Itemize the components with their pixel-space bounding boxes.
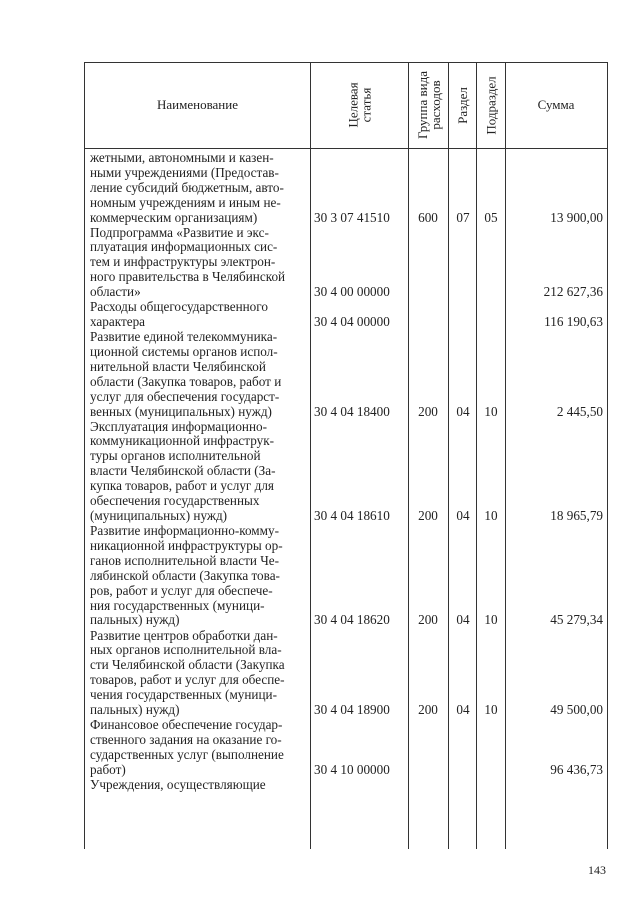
row-section: 04 bbox=[456, 702, 470, 717]
row-section: 04 bbox=[456, 507, 470, 523]
header-sum: Сумма bbox=[537, 97, 575, 112]
row-target-article: 30 4 04 18620 bbox=[314, 612, 390, 628]
row-section: 04 bbox=[456, 403, 470, 419]
row-subsection: 10 bbox=[484, 507, 498, 523]
row-description: Развитие единой телекоммуника- ционной системы органов испол- нительной власти Челябинской области (Закупка товаров, работ и услуг для обеспечения государст- венных (муниципальных) нужд) bbox=[90, 329, 282, 419]
header-target-article: Целевая статья bbox=[345, 82, 374, 128]
header-section-cell bbox=[449, 62, 476, 148]
row-sum: 45 279,34 bbox=[550, 612, 603, 628]
column-divider bbox=[476, 62, 477, 849]
row-target-article: 30 4 10 00000 bbox=[314, 761, 390, 777]
row-target-article: 30 4 04 18900 bbox=[314, 702, 390, 717]
row-expense-group: 200 bbox=[418, 507, 438, 523]
row-sum: 116 190,63 bbox=[544, 313, 603, 329]
row-expense-group: 600 bbox=[418, 209, 438, 225]
row-section: 04 bbox=[456, 612, 470, 628]
row-subsection: 05 bbox=[484, 209, 498, 225]
header-subsection: Подраздел bbox=[483, 75, 499, 135]
column-divider bbox=[408, 62, 409, 849]
header-section: Раздел bbox=[455, 86, 470, 124]
header-subsection-cell bbox=[477, 62, 505, 148]
row-target-article: 30 4 04 18400 bbox=[314, 403, 390, 419]
page-number: 143 bbox=[588, 863, 606, 877]
row-sum: 18 965,79 bbox=[550, 507, 603, 523]
row-description: Расходы общегосударственного характера bbox=[90, 299, 268, 329]
row-expense-group: 200 bbox=[418, 403, 438, 419]
row-subsection: 10 bbox=[484, 403, 498, 419]
row-description: Учреждения, осуществляющие bbox=[90, 776, 266, 792]
header-name: Наименование bbox=[157, 97, 238, 112]
row-subsection: 10 bbox=[484, 612, 498, 628]
row-section: 07 bbox=[456, 209, 470, 225]
column-divider bbox=[505, 62, 506, 849]
row-target-article: 30 4 04 18610 bbox=[314, 507, 390, 523]
column-divider bbox=[310, 62, 311, 849]
row-sum: 2 445,50 bbox=[556, 403, 603, 419]
row-sum: 49 500,00 bbox=[550, 702, 603, 717]
row-subsection: 10 bbox=[484, 702, 498, 717]
row-description: Развитие центров обработки дан- ных органов исполнительной вла- сти Челябинской области (Закупка товаров, работ и услуг для обеспе- чения государственных (муници- пальных) нужд) bbox=[90, 627, 285, 718]
row-description: Финансовое обеспечение государ- ственного задания на оказание го- сударственных услуг (выполнение работ) bbox=[90, 717, 284, 777]
row-description: Эксплуатация информационно- коммуникационной инфраструк- туры органов исполнительной власти Челябинской области (За- купка товаров, работ и услуг для обеспечения государственных (муниципальных) нужд) bbox=[90, 418, 276, 523]
row-sum: 13 900,00 bbox=[550, 209, 603, 225]
row-description: жетными, автономными и казен- ными учреждениями (Предостав- ление субсидий бюджетным, авто- номным учреждениям и иным не- коммерческим организациям) bbox=[90, 150, 284, 225]
header-expense-group: Группа вида расходов bbox=[414, 71, 443, 139]
row-description: Развитие информационно-комму- никационной инфраструктуры ор- ганов исполнительной власти Че- лябинской области (Закупка това- ров, работ и услуг для обеспече- ния государственных (муници- пальных) нужд) bbox=[90, 523, 283, 628]
row-description: Подпрограмма «Развитие и экс- плуатация информационных сис- тем и инфраструктуры электрон- ного правительства в Челябинской области» bbox=[90, 224, 286, 300]
header-expense-group-cell bbox=[409, 62, 448, 148]
budget-table bbox=[84, 62, 608, 849]
row-target-article: 30 3 07 41510 bbox=[314, 209, 390, 225]
row-expense-group: 200 bbox=[418, 702, 438, 717]
row-sum: 212 627,36 bbox=[543, 284, 603, 300]
header-bottom-border bbox=[85, 148, 607, 149]
row-expense-group: 200 bbox=[418, 612, 438, 628]
column-divider bbox=[448, 62, 449, 849]
row-target-article: 30 4 04 00000 bbox=[314, 313, 390, 329]
row-target-article: 30 4 00 00000 bbox=[314, 284, 390, 300]
header-target-article-cell bbox=[311, 62, 408, 148]
row-sum: 96 436,73 bbox=[550, 761, 603, 777]
